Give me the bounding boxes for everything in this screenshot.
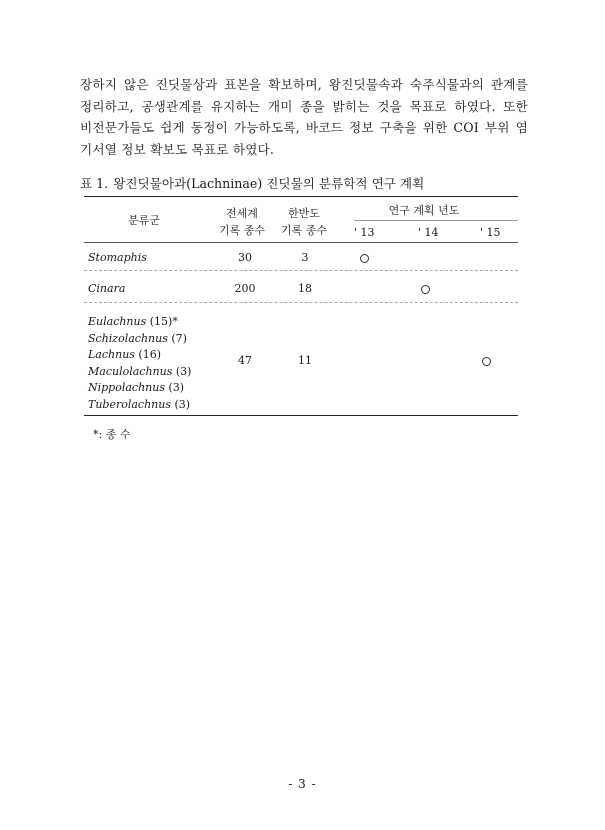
genus-item: Maculolachnus (3) — [88, 364, 192, 378]
genus-item: Nippolachnus (3) — [88, 381, 185, 394]
world-count-cell: 30 — [238, 251, 252, 264]
genus-list — [88, 314, 191, 413]
plan-mark-circle-icon — [360, 254, 369, 263]
table-caption — [80, 173, 424, 192]
table-footnote: *: 종 수 — [93, 428, 131, 441]
korea-count-cell: 3 — [301, 251, 309, 264]
plan-group-rule — [354, 220, 518, 221]
table-bottom-rule — [84, 415, 518, 416]
taxon-cell: Cinara — [88, 282, 126, 295]
table-header-rule — [84, 242, 518, 243]
table-caption-text: 왕진딧물아과(Lachninae) 진딧물의 분류학적 연구 계획 — [113, 176, 425, 191]
korea-count-cell: 11 — [298, 354, 312, 367]
header-korea-line1: 한반도 — [288, 207, 320, 220]
row-divider — [84, 302, 518, 303]
genus-item: Eulachnus (15)* — [88, 315, 178, 328]
paragraph-line: 정리하고, 공생관계를 유지하는 개미 종을 밝히는 것을 목표로 하였다. 또한 — [80, 98, 528, 114]
table-caption-label: 표 1. — [80, 176, 109, 191]
body-paragraph — [80, 74, 528, 160]
genus-item: Lachnus (16) — [88, 348, 162, 361]
world-count-cell: 200 — [234, 282, 256, 295]
genus-item: Schizolachnus (7) — [88, 331, 187, 345]
table-top-rule — [84, 196, 518, 197]
page-number: - 3 - — [288, 777, 317, 791]
header-year-2014: ' 14 — [418, 226, 439, 239]
paragraph-line: 장하지 않은 진딧물상과 표본을 확보하며, 왕진딧물속과 숙주식물과의 관계를 — [80, 77, 528, 92]
header-year-2013: ' 13 — [354, 226, 375, 239]
world-count-cell: 47 — [238, 354, 252, 367]
genus-item: Tuberolachnus (3) — [88, 397, 191, 411]
paragraph-line: 기서열 정보 확보도 목표로 하였다. — [80, 141, 275, 157]
taxon-cell: Stomaphis — [88, 251, 147, 264]
row-divider — [84, 270, 518, 271]
header-taxon: 분류군 — [128, 214, 160, 227]
header-world-line2: 기록 종수 — [218, 224, 265, 237]
header-world-line1: 전세계 — [226, 207, 258, 220]
header-year-2015: ' 15 — [480, 226, 501, 239]
research-plan-table — [84, 196, 518, 416]
paragraph-line: 비전문가들도 쉽게 동정이 가능하도록, 바코드 정보 구축을 위한 COI 부위 염 — [80, 120, 528, 135]
header-korea-line2: 기록 종수 — [280, 224, 327, 237]
plan-mark-circle-icon — [421, 285, 430, 294]
plan-mark-circle-icon — [482, 357, 491, 366]
header-plan-group: 연구 계획 년도 — [388, 204, 460, 217]
korea-count-cell: 18 — [298, 282, 312, 295]
